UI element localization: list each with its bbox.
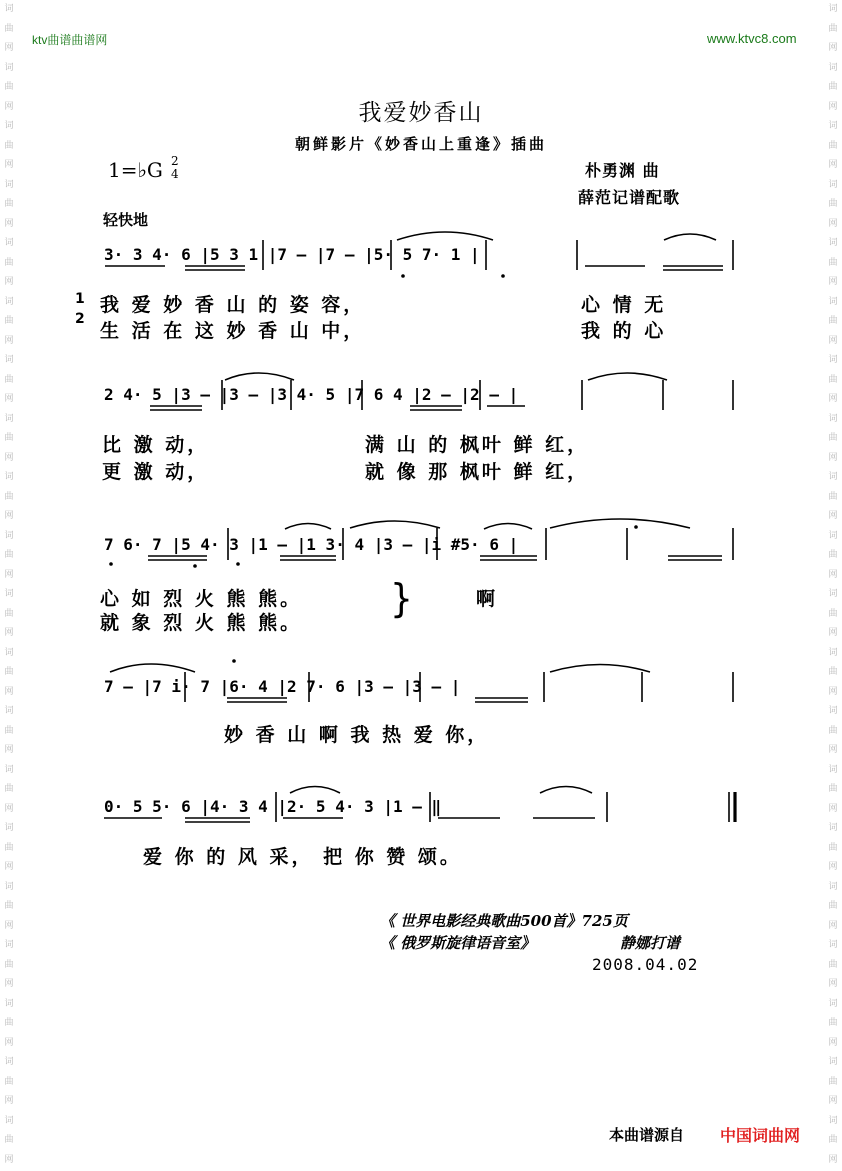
lyric-line2-verse2: 更 激 动， [102, 461, 210, 483]
time-signature-top: 2 [171, 154, 179, 168]
tempo-marking: 轻快地 [103, 211, 149, 229]
footer-source-label: 本曲谱源自 [609, 1126, 685, 1144]
lyric-line1-verse2-end: 我 的 心 [581, 320, 667, 342]
song-title: 我爱妙香山 [358, 100, 484, 126]
lyric-line2-verse1: 比 激 动， [102, 434, 210, 456]
lyric-line3-verse1: 心 如 烈 火 熊 熊。 [100, 588, 303, 610]
notation-line-3: 7 6· 7 |5 4· 3 |1 – |1 3· 4 |3 – |i #5· 6 | [104, 535, 519, 554]
composer-credit: 朴勇渊 曲 [585, 161, 660, 180]
lyric-line2-verse2-b: 就 像 那 枫叶 鲜 红， [365, 461, 590, 483]
header-site-url[interactable]: www.ktvc8.com [707, 31, 797, 46]
verse-number-2: 2 [75, 311, 85, 327]
footer-site-link[interactable]: 中国词曲网 [720, 1126, 801, 1145]
header-site-name[interactable]: ktv曲谱曲谱网 [32, 33, 108, 47]
lyric-line5: 爱 你 的 风 采， 把 你 赞 颂。 [143, 846, 462, 868]
lyric-line4: 妙 香 山 啊 我 热 爱 你， [224, 724, 490, 746]
side-watermark-left: 词曲网词曲网词曲网词曲网词曲网词曲网词曲网词曲网词曲网词曲网词曲网词曲网词曲网词曲网词曲网词曲网词曲网词曲网词曲网词曲网 [4, 4, 14, 1165]
typeset-date: 2008.04.02 [592, 955, 699, 974]
notation-line-4: 7 – |7 i· 7 |6· 4 |2 7· 6 |3 – |3 – | [104, 677, 461, 696]
translator-credit: 薛范记谱配歌 [578, 188, 681, 207]
typist-credit: 静娜打谱 [620, 934, 681, 952]
verse-brace: } [390, 576, 413, 622]
lyric-line1-verse1: 我 爱 妙 香 山 的 姿 容， [100, 294, 366, 316]
lyric-line3-verse2: 就 象 烈 火 熊 熊。 [100, 612, 303, 634]
key-signature: 1=♭G [108, 158, 163, 182]
notation-line-5: 0· 5 5· 6 |4· 3 4 |2· 5 4· 3 |1 – ‖ [104, 797, 442, 816]
time-signature-bottom: 4 [171, 167, 179, 181]
source-book: 《 世界电影经典歌曲500首》725页 [380, 912, 628, 930]
side-watermark-right: 词曲网词曲网词曲网词曲网词曲网词曲网词曲网词曲网词曲网词曲网词曲网词曲网词曲网词曲网词曲网词曲网词曲网词曲网词曲网词曲网 [828, 4, 838, 1165]
notation-line-2: 2 4· 5 |3 – |3 – |3 4· 5 |7 6 4 |2 – |2 – | [104, 385, 519, 404]
source-collection: 《 俄罗斯旋律语音室》 [380, 934, 536, 952]
lyric-line3-refrain: 啊 [476, 588, 499, 610]
lyric-line1-verse2: 生 活 在 这 妙 香 山 中， [100, 320, 366, 342]
lyric-line2-verse1-b: 满 山 的 枫叶 鲜 红， [365, 434, 590, 456]
notation-line-1: 3· 3 4· 6 |5 3 1 |7 – |7 – |5· 5 7· 1 | [104, 245, 480, 264]
verse-number-1: 1 [75, 291, 85, 307]
song-subtitle: 朝鲜影片《妙香山上重逢》插曲 [294, 135, 547, 153]
lyric-line1-verse1-end: 心 情 无 [581, 294, 667, 316]
